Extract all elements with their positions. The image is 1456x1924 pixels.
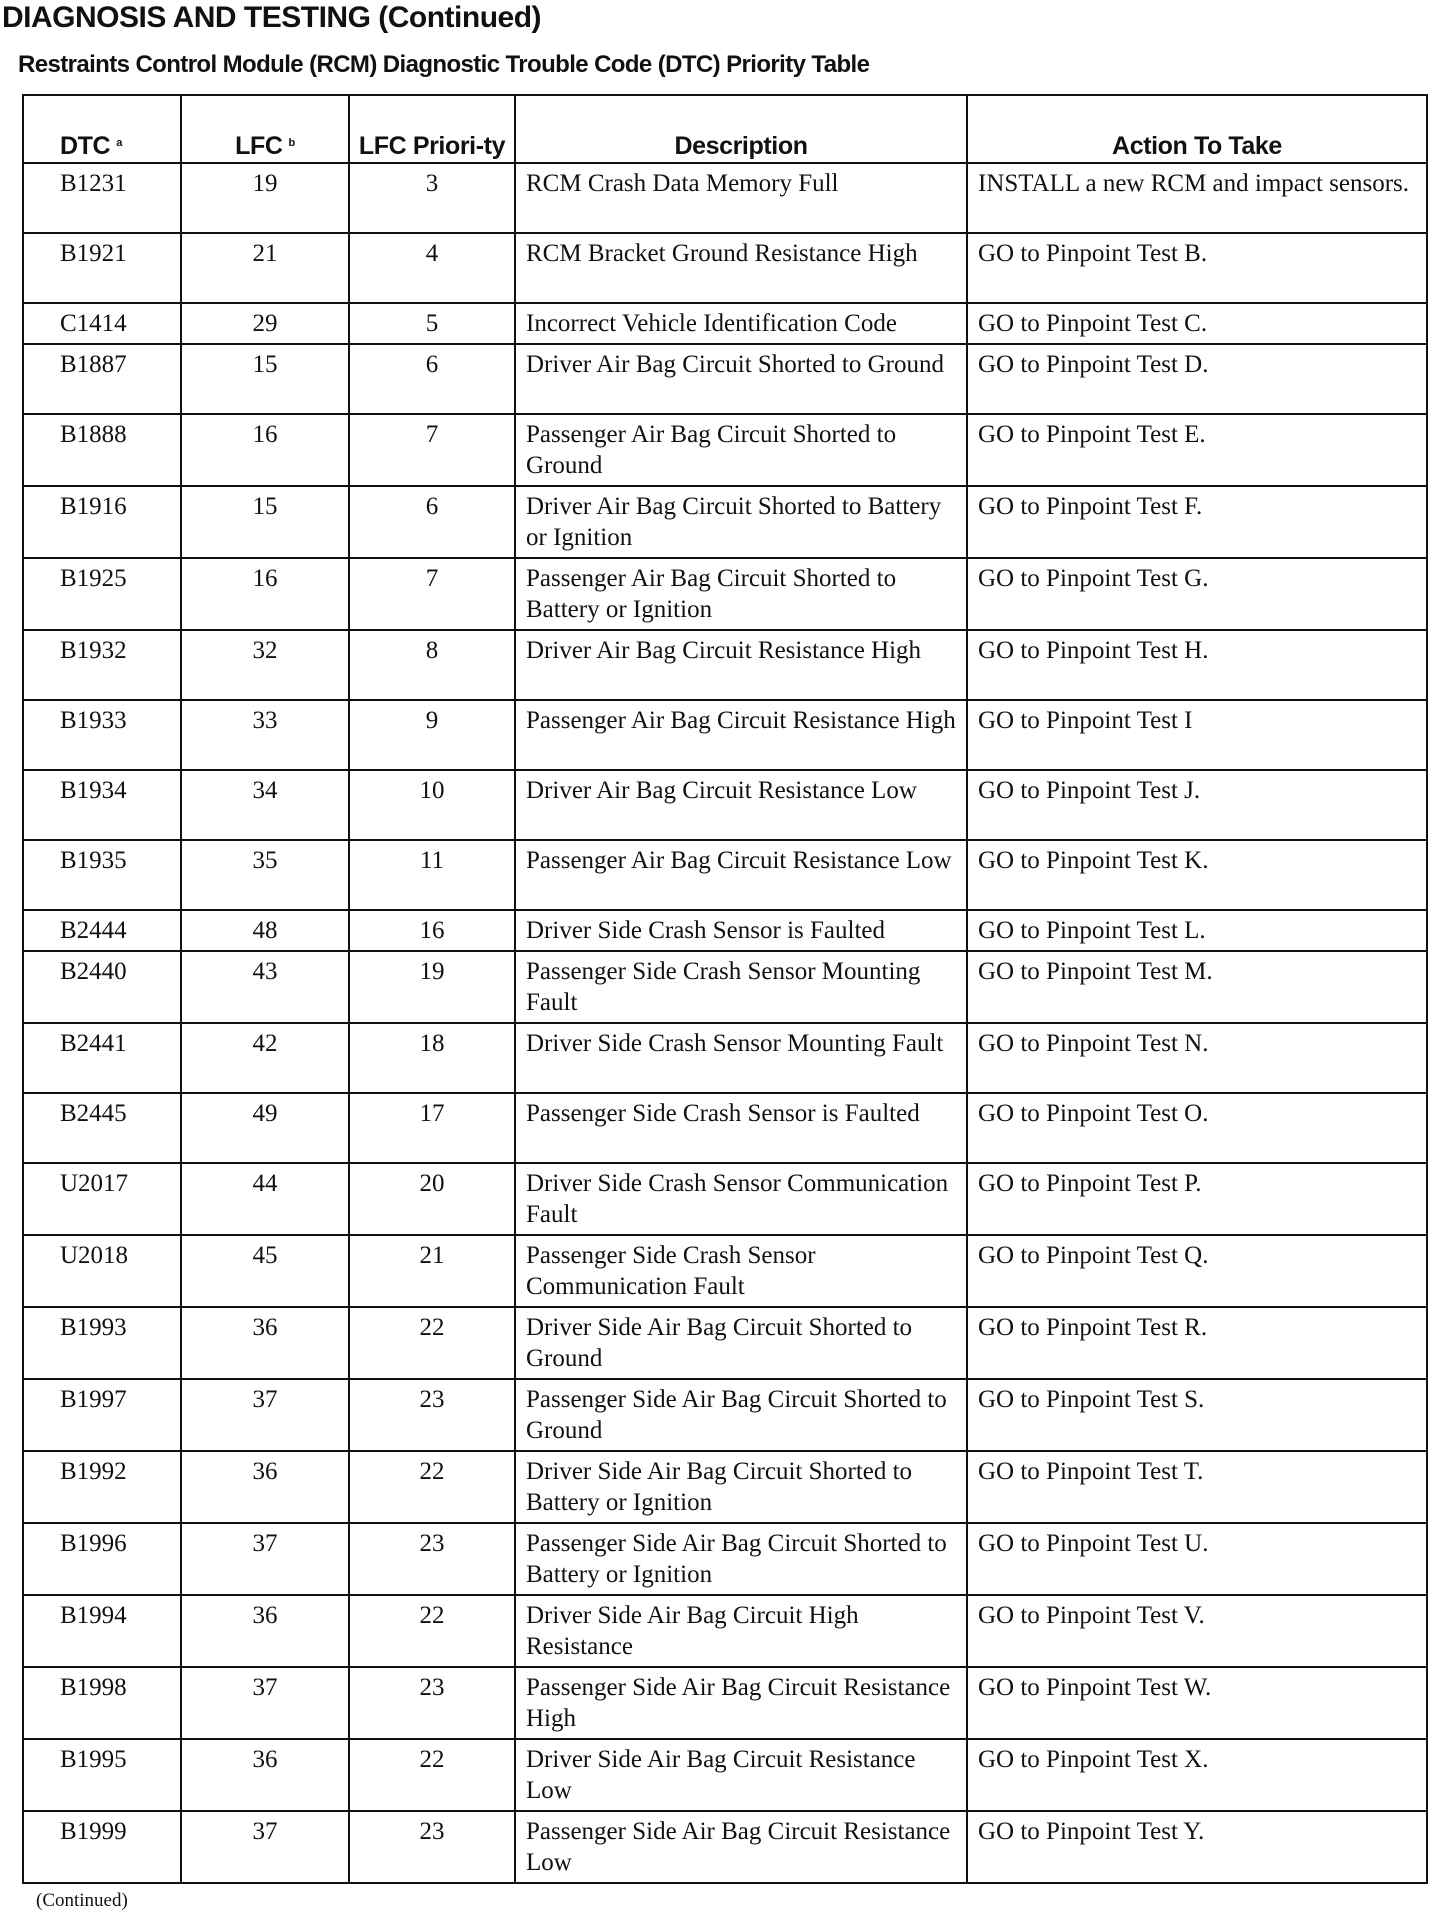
cell-lfc-priority: 9 bbox=[349, 700, 515, 770]
cell-lfc-priority: 3 bbox=[349, 163, 515, 233]
cell-lfc: 36 bbox=[181, 1739, 349, 1811]
cell-action: GO to Pinpoint Test R. bbox=[967, 1307, 1427, 1379]
cell-lfc: 37 bbox=[181, 1811, 349, 1883]
cell-dtc: B2444 bbox=[23, 910, 181, 951]
cell-lfc-priority: 4 bbox=[349, 233, 515, 303]
table-header-row bbox=[23, 95, 1427, 163]
cell-lfc: 16 bbox=[181, 414, 349, 486]
cell-lfc: 36 bbox=[181, 1595, 349, 1667]
table-row bbox=[23, 840, 1427, 910]
cell-action: GO to Pinpoint Test J. bbox=[967, 770, 1427, 840]
cell-lfc: 15 bbox=[181, 344, 349, 414]
cell-dtc: B1992 bbox=[23, 1451, 181, 1523]
table-title: Restraints Control Module (RCM) Diagnostic Trouble Code (DTC) Priority Table bbox=[18, 51, 870, 78]
cell-action: GO to Pinpoint Test Q. bbox=[967, 1235, 1427, 1307]
cell-dtc: C1414 bbox=[23, 303, 181, 344]
cell-dtc: B1994 bbox=[23, 1595, 181, 1667]
cell-action: GO to Pinpoint Test L. bbox=[967, 910, 1427, 951]
table-row bbox=[23, 1235, 1427, 1307]
cell-description: Driver Air Bag Circuit Resistance Low bbox=[515, 770, 967, 840]
cell-description: Passenger Side Air Bag Circuit Shorted to Ground bbox=[515, 1379, 967, 1451]
cell-action: GO to Pinpoint Test X. bbox=[967, 1739, 1427, 1811]
cell-action: GO to Pinpoint Test U. bbox=[967, 1523, 1427, 1595]
cell-dtc: B1933 bbox=[23, 700, 181, 770]
table-row bbox=[23, 1451, 1427, 1523]
table-row bbox=[23, 1739, 1427, 1811]
cell-action: GO to Pinpoint Test P. bbox=[967, 1163, 1427, 1235]
footnote-marker-a: a bbox=[116, 137, 122, 149]
cell-dtc: B1921 bbox=[23, 233, 181, 303]
cell-lfc: 45 bbox=[181, 1235, 349, 1307]
cell-dtc: B1997 bbox=[23, 1379, 181, 1451]
cell-lfc-priority: 10 bbox=[349, 770, 515, 840]
cell-action: GO to Pinpoint Test V. bbox=[967, 1595, 1427, 1667]
cell-lfc-priority: 23 bbox=[349, 1667, 515, 1739]
cell-lfc: 37 bbox=[181, 1667, 349, 1739]
cell-lfc: 43 bbox=[181, 951, 349, 1023]
table-row bbox=[23, 910, 1427, 951]
cell-lfc: 35 bbox=[181, 840, 349, 910]
cell-lfc-priority: 11 bbox=[349, 840, 515, 910]
cell-action: GO to Pinpoint Test N. bbox=[967, 1023, 1427, 1093]
cell-action: GO to Pinpoint Test M. bbox=[967, 951, 1427, 1023]
cell-lfc: 37 bbox=[181, 1379, 349, 1451]
cell-dtc: U2018 bbox=[23, 1235, 181, 1307]
cell-description: Driver Side Crash Sensor Mounting Fault bbox=[515, 1023, 967, 1093]
cell-description: Driver Side Air Bag Circuit Resistance Low bbox=[515, 1739, 967, 1811]
cell-description: Passenger Side Crash Sensor Communication Fault bbox=[515, 1235, 967, 1307]
cell-dtc: B1932 bbox=[23, 630, 181, 700]
cell-description: Driver Side Crash Sensor Communication Fault bbox=[515, 1163, 967, 1235]
cell-description: Passenger Air Bag Circuit Shorted to Battery or Ignition bbox=[515, 558, 967, 630]
table-row bbox=[23, 1667, 1427, 1739]
cell-lfc: 34 bbox=[181, 770, 349, 840]
cell-lfc-priority: 5 bbox=[349, 303, 515, 344]
cell-description: Driver Air Bag Circuit Shorted to Battery or Ignition bbox=[515, 486, 967, 558]
cell-description: Driver Air Bag Circuit Shorted to Ground bbox=[515, 344, 967, 414]
table-row bbox=[23, 486, 1427, 558]
cell-description: Passenger Air Bag Circuit Resistance Low bbox=[515, 840, 967, 910]
cell-lfc-priority: 18 bbox=[349, 1023, 515, 1093]
cell-description: RCM Bracket Ground Resistance High bbox=[515, 233, 967, 303]
cell-action: GO to Pinpoint Test O. bbox=[967, 1093, 1427, 1163]
cell-lfc-priority: 7 bbox=[349, 414, 515, 486]
cell-action: GO to Pinpoint Test F. bbox=[967, 486, 1427, 558]
table-row bbox=[23, 1523, 1427, 1595]
column-header-lfc-priority: LFC Priori-ty bbox=[349, 95, 515, 163]
cell-action: GO to Pinpoint Test I bbox=[967, 700, 1427, 770]
cell-action: INSTALL a new RCM and impact sensors. bbox=[967, 163, 1427, 233]
cell-lfc-priority: 16 bbox=[349, 910, 515, 951]
table-row bbox=[23, 414, 1427, 486]
cell-lfc-priority: 20 bbox=[349, 1163, 515, 1235]
cell-lfc: 33 bbox=[181, 700, 349, 770]
cell-lfc-priority: 22 bbox=[349, 1739, 515, 1811]
cell-description: RCM Crash Data Memory Full bbox=[515, 163, 967, 233]
table-row bbox=[23, 344, 1427, 414]
cell-action: GO to Pinpoint Test G. bbox=[967, 558, 1427, 630]
cell-dtc: B1996 bbox=[23, 1523, 181, 1595]
cell-action: GO to Pinpoint Test Y. bbox=[967, 1811, 1427, 1883]
cell-lfc-priority: 23 bbox=[349, 1379, 515, 1451]
table-row bbox=[23, 1093, 1427, 1163]
cell-description: Passenger Side Air Bag Circuit Shorted to Battery or Ignition bbox=[515, 1523, 967, 1595]
cell-dtc: B1231 bbox=[23, 163, 181, 233]
table-row bbox=[23, 1163, 1427, 1235]
cell-lfc-priority: 22 bbox=[349, 1307, 515, 1379]
table-row bbox=[23, 1023, 1427, 1093]
table-row bbox=[23, 770, 1427, 840]
cell-lfc: 21 bbox=[181, 233, 349, 303]
cell-description: Driver Side Air Bag Circuit Shorted to Battery or Ignition bbox=[515, 1451, 967, 1523]
cell-description: Incorrect Vehicle Identification Code bbox=[515, 303, 967, 344]
cell-action: GO to Pinpoint Test K. bbox=[967, 840, 1427, 910]
table-row bbox=[23, 700, 1427, 770]
cell-lfc-priority: 8 bbox=[349, 630, 515, 700]
cell-description: Passenger Air Bag Circuit Resistance High bbox=[515, 700, 967, 770]
cell-lfc-priority: 6 bbox=[349, 486, 515, 558]
table-row bbox=[23, 630, 1427, 700]
cell-lfc: 48 bbox=[181, 910, 349, 951]
cell-lfc-priority: 19 bbox=[349, 951, 515, 1023]
cell-action: GO to Pinpoint Test C. bbox=[967, 303, 1427, 344]
table-row bbox=[23, 1595, 1427, 1667]
cell-dtc: B2440 bbox=[23, 951, 181, 1023]
cell-action: GO to Pinpoint Test D. bbox=[967, 344, 1427, 414]
cell-lfc-priority: 17 bbox=[349, 1093, 515, 1163]
cell-dtc: B1888 bbox=[23, 414, 181, 486]
continued-note: (Continued) bbox=[36, 1890, 128, 1911]
table-row bbox=[23, 558, 1427, 630]
column-header-dtc: DTC $^a$ bbox=[23, 95, 181, 163]
cell-lfc: 36 bbox=[181, 1451, 349, 1523]
cell-dtc: B2441 bbox=[23, 1023, 181, 1093]
table-row bbox=[23, 1307, 1427, 1379]
cell-lfc-priority: 6 bbox=[349, 344, 515, 414]
cell-lfc: 29 bbox=[181, 303, 349, 344]
cell-description: Driver Air Bag Circuit Resistance High bbox=[515, 630, 967, 700]
cell-dtc: B1916 bbox=[23, 486, 181, 558]
cell-dtc: B1925 bbox=[23, 558, 181, 630]
cell-description: Driver Side Crash Sensor is Faulted bbox=[515, 910, 967, 951]
cell-description: Driver Side Air Bag Circuit Shorted to Ground bbox=[515, 1307, 967, 1379]
column-header-description: Description bbox=[515, 95, 967, 163]
cell-lfc-priority: 23 bbox=[349, 1811, 515, 1883]
cell-dtc: U2017 bbox=[23, 1163, 181, 1235]
table-row bbox=[23, 233, 1427, 303]
cell-lfc: 19 bbox=[181, 163, 349, 233]
table-row bbox=[23, 1811, 1427, 1883]
cell-lfc: 44 bbox=[181, 1163, 349, 1235]
cell-lfc-priority: 21 bbox=[349, 1235, 515, 1307]
cell-action: GO to Pinpoint Test H. bbox=[967, 630, 1427, 700]
cell-dtc: B1998 bbox=[23, 1667, 181, 1739]
cell-lfc: 15 bbox=[181, 486, 349, 558]
cell-dtc: B1999 bbox=[23, 1811, 181, 1883]
footnote-marker-b: b bbox=[288, 137, 295, 149]
cell-dtc: B1887 bbox=[23, 344, 181, 414]
table-body bbox=[23, 163, 1427, 1883]
cell-dtc: B1935 bbox=[23, 840, 181, 910]
cell-dtc: B2445 bbox=[23, 1093, 181, 1163]
cell-dtc: B1934 bbox=[23, 770, 181, 840]
cell-lfc: 42 bbox=[181, 1023, 349, 1093]
cell-lfc: 37 bbox=[181, 1523, 349, 1595]
table-row bbox=[23, 163, 1427, 233]
cell-action: GO to Pinpoint Test E. bbox=[967, 414, 1427, 486]
column-header-lfc: LFC $^b$ bbox=[181, 95, 349, 163]
cell-lfc: 36 bbox=[181, 1307, 349, 1379]
cell-lfc: 16 bbox=[181, 558, 349, 630]
table-row bbox=[23, 951, 1427, 1023]
cell-description: Passenger Air Bag Circuit Shorted to Ground bbox=[515, 414, 967, 486]
table-row bbox=[23, 303, 1427, 344]
dtc-priority-table bbox=[22, 94, 1428, 1884]
cell-lfc: 49 bbox=[181, 1093, 349, 1163]
cell-action: GO to Pinpoint Test S. bbox=[967, 1379, 1427, 1451]
page-heading: DIAGNOSIS AND TESTING (Continued) bbox=[2, 1, 542, 34]
cell-lfc-priority: 7 bbox=[349, 558, 515, 630]
cell-lfc-priority: 22 bbox=[349, 1595, 515, 1667]
cell-action: GO to Pinpoint Test B. bbox=[967, 233, 1427, 303]
cell-action: GO to Pinpoint Test W. bbox=[967, 1667, 1427, 1739]
cell-lfc-priority: 23 bbox=[349, 1523, 515, 1595]
cell-dtc: B1995 bbox=[23, 1739, 181, 1811]
cell-description: Passenger Side Air Bag Circuit Resistance Low bbox=[515, 1811, 967, 1883]
column-header-action: Action To Take bbox=[967, 95, 1427, 163]
cell-description: Driver Side Air Bag Circuit High Resistance bbox=[515, 1595, 967, 1667]
cell-description: Passenger Side Crash Sensor is Faulted bbox=[515, 1093, 967, 1163]
cell-description: Passenger Side Crash Sensor Mounting Fault bbox=[515, 951, 967, 1023]
cell-lfc: 32 bbox=[181, 630, 349, 700]
cell-lfc-priority: 22 bbox=[349, 1451, 515, 1523]
cell-dtc: B1993 bbox=[23, 1307, 181, 1379]
cell-description: Passenger Side Air Bag Circuit Resistance High bbox=[515, 1667, 967, 1739]
cell-action: GO to Pinpoint Test T. bbox=[967, 1451, 1427, 1523]
table-row bbox=[23, 1379, 1427, 1451]
